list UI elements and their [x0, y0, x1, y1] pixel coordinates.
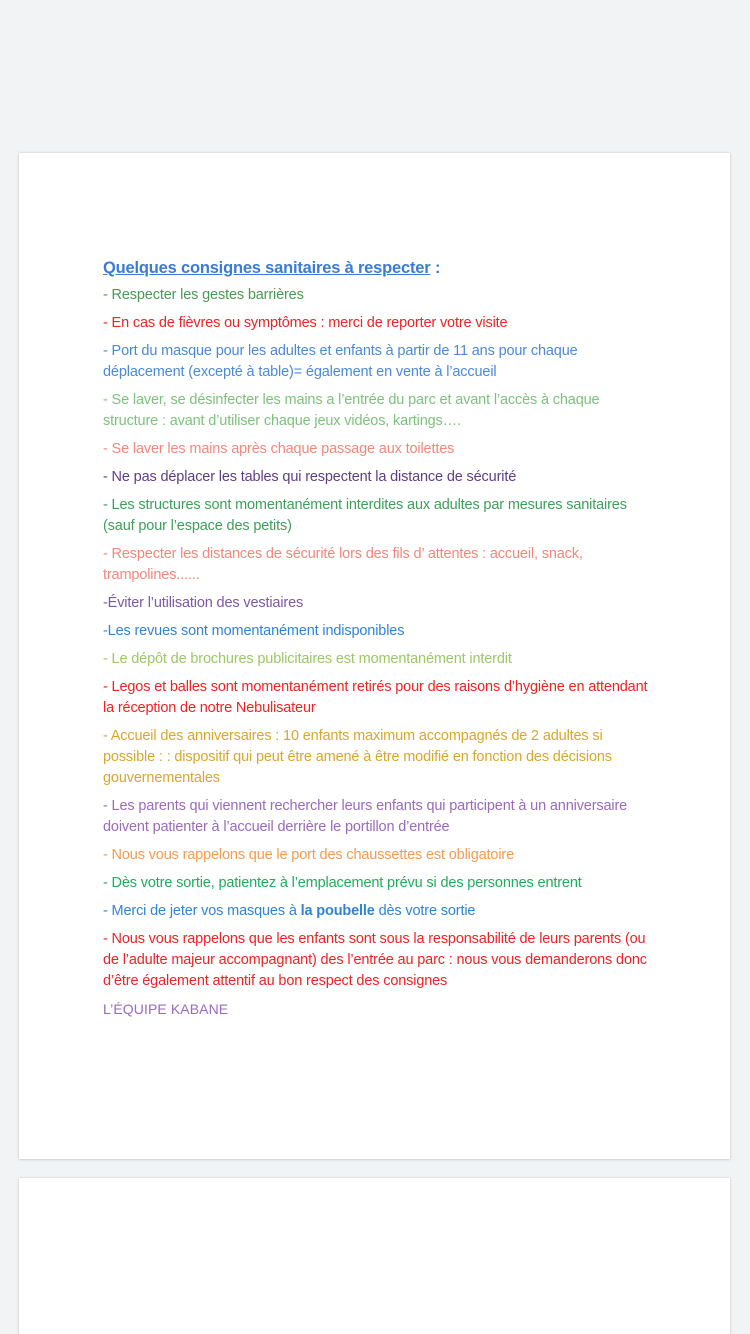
heading-colon: : [430, 259, 441, 277]
instruction-item: - Les parents qui viennent rechercher leurs enfants qui participent à un anniversaire doivent patienter à l’accueil derrière le portillon d’entrée [103, 798, 628, 835]
instruction-item: -Les revues sont momentanément indisponibles [103, 623, 405, 639]
instruction-item: - Port du masque pour les adultes et enfants à partir de 11 ans pour chaque déplacement (excepté à table)= également en vente à l’accueil [103, 343, 578, 380]
instruction-item: - Legos et balles sont momentanément retirés pour des raisons d’hygiène en attendant la réception de notre Nebulisateur [103, 679, 648, 716]
instruction-item: - Se laver, se désinfecter les mains a l’entrée du parc et avant l’accès à chaque structure : avant d’utiliser chaque jeux vidéos, kartings…. [103, 392, 600, 429]
instruction-item: - Accueil des anniversaires : 10 enfants maximum accompagnés de 2 adultes si possible : : dispositif qui peut être amené à être modifié en fonction des décisions gouvernementales [103, 728, 612, 786]
instruction-item: - Nous vous rappelons que le port des chaussettes est obligatoire [103, 847, 514, 863]
heading-text: Quelques consignes sanitaires à respecter [103, 259, 431, 277]
masks-text-before: - Merci de jeter vos masques à [103, 903, 301, 919]
instruction-item: -Éviter l’utilisation des vestiaires [103, 595, 304, 611]
masks-text-after: dès votre sortie [374, 903, 476, 919]
page-content [103, 257, 648, 1019]
instruction-item-masks [103, 901, 648, 922]
document-page-next [19, 1178, 730, 1334]
instruction-item: - Respecter les gestes barrières [103, 287, 304, 303]
instruction-item: - Ne pas déplacer les tables qui respectent la distance de sécurité [103, 469, 517, 485]
masks-text-emphasis: la poubelle [300, 903, 375, 919]
instruction-item: - Se laver les mains après chaque passage aux toilettes [103, 441, 455, 457]
instruction-item: - Respecter les distances de sécurité lors des fils d’ attentes : accueil, snack, trampolines...... [103, 546, 583, 583]
instruction-item: - Les structures sont momentanément interdites aux adultes par mesures sanitaires (sauf pour l’espace des petits) [103, 497, 627, 534]
instruction-item: - Nous vous rappelons que les enfants sont sous la responsabilité de leurs parents (ou de l’adulte majeur accompagnant) des l’entrée au parc : nous vous demanderons donc d’être également attentif au bon respect des consignes [103, 931, 647, 989]
instruction-item: - Le dépôt de brochures publicitaires est momentanément interdit [103, 651, 512, 667]
heading [103, 257, 648, 279]
instruction-item: - En cas de fièvres ou symptômes : merci de reporter votre visite [103, 315, 508, 331]
document-page [19, 153, 730, 1159]
signature: L’ÉQUIPE KABANE [103, 1001, 229, 1017]
instruction-item: - Dès votre sortie, patientez à l’emplacement prévu si des personnes entrent [103, 875, 582, 891]
